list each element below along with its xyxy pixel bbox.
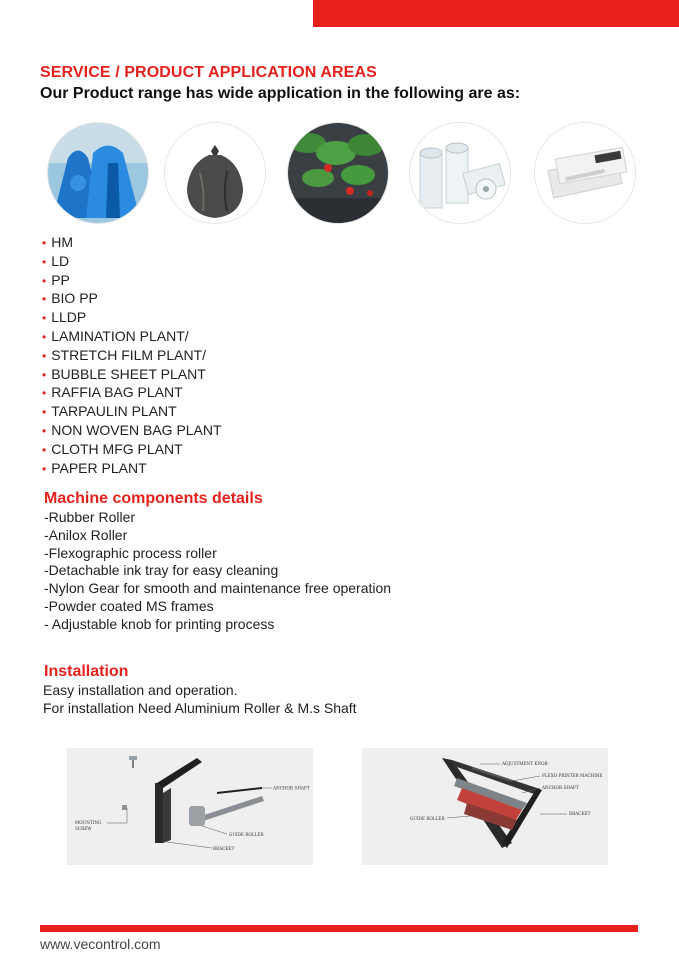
application-item: • HM xyxy=(42,234,73,250)
component-item: -Detachable ink tray for easy cleaning xyxy=(44,562,279,579)
printer-diagram-right xyxy=(362,748,608,865)
label-guide-roller: GUIDE ROLLER xyxy=(229,832,264,837)
application-item: • NON WOVEN BAG PLANT xyxy=(42,421,222,438)
bullet-icon: • xyxy=(42,348,47,363)
component-item: -Anilox Roller xyxy=(44,526,128,543)
application-item: • PAPER PLANT xyxy=(42,459,147,476)
bottom-accent-bar xyxy=(40,925,638,932)
application-item: • BUBBLE SHEET PLANT xyxy=(42,365,206,382)
top-accent-bar xyxy=(313,0,679,27)
garbage-bag-image xyxy=(165,123,265,223)
bullet-icon: • xyxy=(42,442,47,457)
mulch-film-image xyxy=(288,123,388,223)
label-guide-roller-r: GUIDE ROLLER xyxy=(410,816,445,821)
bullet-icon: • xyxy=(42,386,47,401)
page-subtitle: Our Product range has wide application in the following are as: xyxy=(40,85,521,102)
bullet-icon: • xyxy=(42,329,47,344)
component-item: -Powder coated MS frames xyxy=(44,597,214,614)
component-item: -Rubber Roller xyxy=(44,509,136,525)
application-item: • STRETCH FILM PLANT/ xyxy=(42,346,206,363)
footer-website-link[interactable]: www.vecontrol.com xyxy=(40,936,161,952)
bullet-icon: • xyxy=(42,367,47,382)
bullet-icon: • xyxy=(42,273,47,288)
application-item: • RAFFIA BAG PLANT xyxy=(42,384,183,401)
component-item: -Nylon Gear for smooth and maintenance free operation xyxy=(44,580,392,597)
application-item: • CLOTH MFG PLANT xyxy=(42,440,183,457)
application-item: • LLDP xyxy=(42,309,87,326)
bracket-diagram-left xyxy=(67,748,313,865)
application-list xyxy=(42,234,222,478)
bullet-icon: • xyxy=(42,311,47,326)
application-item: • PP xyxy=(42,271,70,288)
component-item: -Flexographic process roller xyxy=(44,544,217,561)
installation-text xyxy=(43,682,357,718)
installation-line: Easy installation and operation. xyxy=(43,682,238,698)
label-adjustment-knob: ADJUSTMENT KNOB xyxy=(502,761,548,766)
label-bracket: BRACKET xyxy=(213,846,235,851)
bullet-icon: • xyxy=(42,423,47,438)
installation-line: For installation Need Aluminium Roller & M.s Shaft xyxy=(43,699,357,716)
components-list xyxy=(44,509,391,634)
screw-graphic xyxy=(129,756,137,768)
bullet-icon: • xyxy=(42,292,47,307)
courier-bags-image xyxy=(535,123,635,223)
bullet-icon: • xyxy=(42,236,47,250)
application-item: • LD xyxy=(42,252,70,269)
bullet-icon: • xyxy=(42,405,47,420)
page-title: SERVICE / PRODUCT APPLICATION AREAS xyxy=(40,64,377,81)
installation-title: Installation xyxy=(44,663,129,680)
label-bracket-r: BRACKET xyxy=(569,811,591,816)
label-flexo-printer: FLEXO PRINTER MACHINE xyxy=(542,773,603,778)
component-item: - Adjustable knob for printing process xyxy=(44,615,275,632)
bullet-icon: • xyxy=(42,254,47,269)
application-item: • BIO PP xyxy=(42,290,98,307)
application-item: • TARPAULIN PLANT xyxy=(42,403,177,420)
application-item: • LAMINATION PLANT/ xyxy=(42,327,189,344)
label-mounting-2: SCREW xyxy=(75,826,92,831)
label-anchor-shaft: ANCHOR SHAFT xyxy=(273,785,310,791)
components-title: Machine components details xyxy=(44,490,263,507)
label-anchor-shaft-r: ANCHOR SHAFT xyxy=(542,785,579,790)
label-mounting-1: MOUNTING xyxy=(75,820,102,825)
bullet-icon: • xyxy=(42,461,47,476)
carry-bags-image xyxy=(48,123,148,223)
film-rolls-image xyxy=(410,123,510,223)
